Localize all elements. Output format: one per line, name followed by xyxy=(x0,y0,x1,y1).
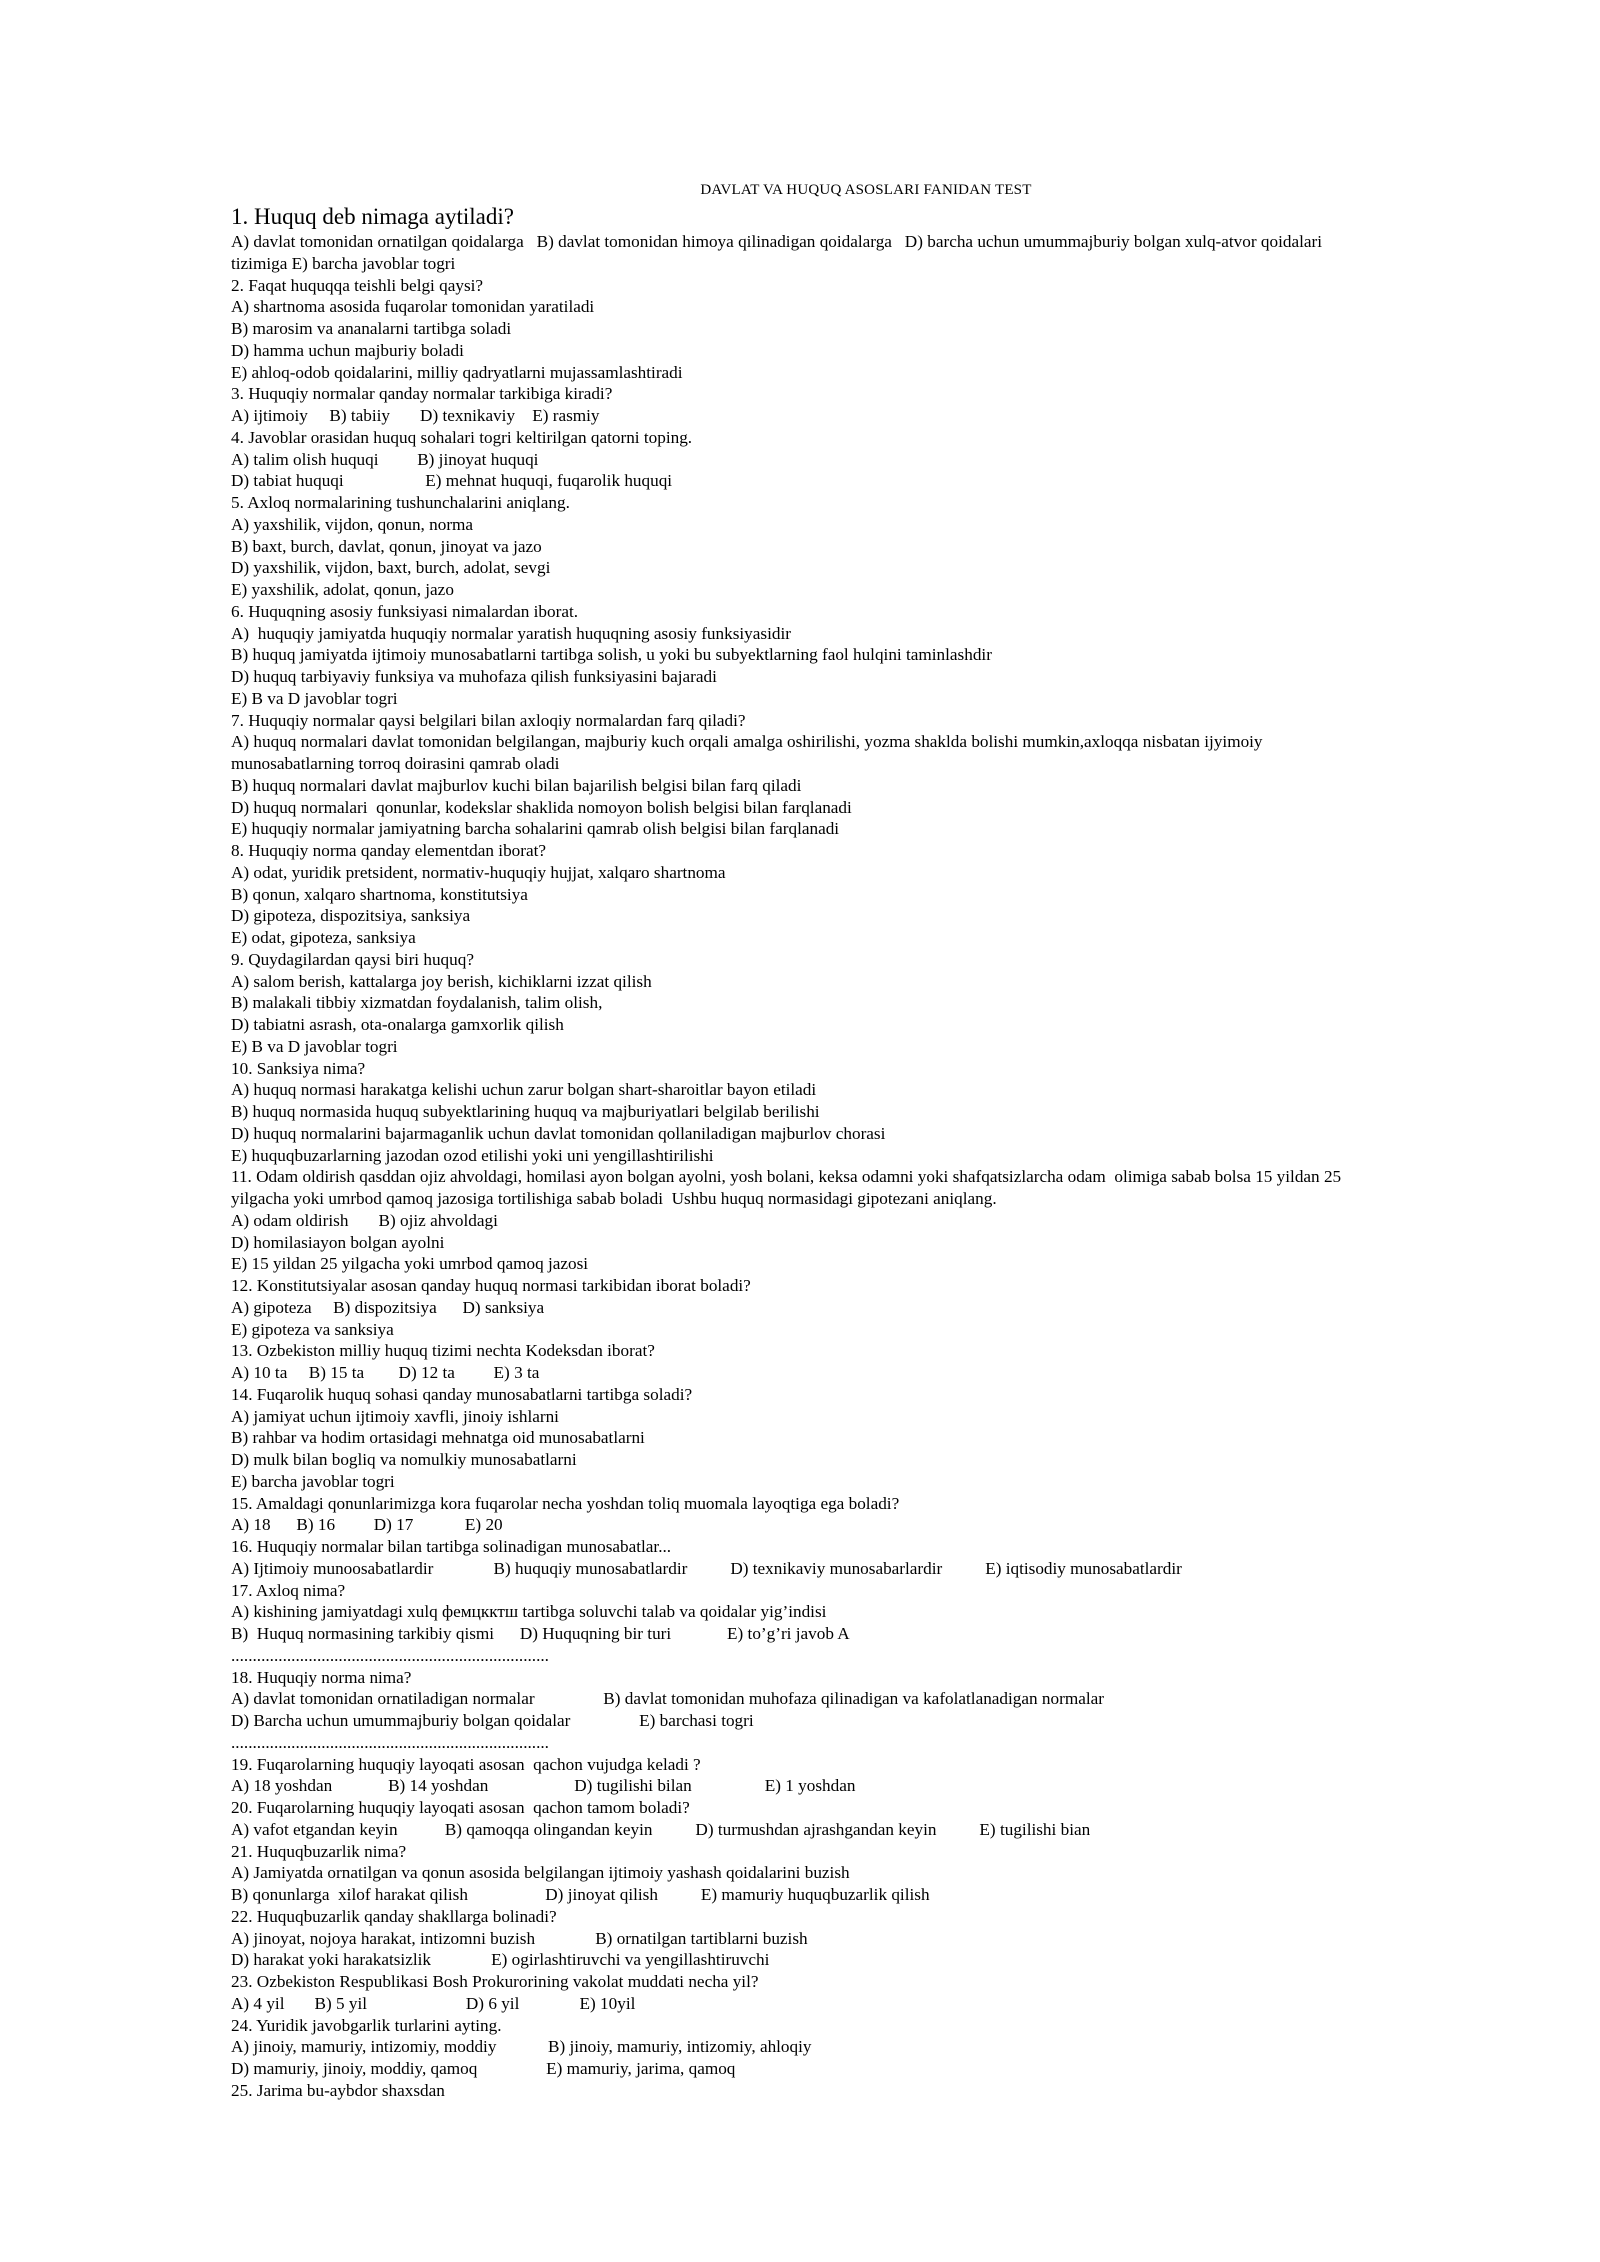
question-line: 2. Faqat huquqqa teishli belgi qaysi? xyxy=(231,275,484,295)
answer-line: A) davlat tomonidan ornatiladigan normalar B) davlat tomonidan muhofaza qilinadigan va kafolatlanadigan normalar xyxy=(231,1689,1104,1709)
document-title: DAVLAT VA HUQUQ ASOSLARI FANIDAN TEST xyxy=(700,182,1032,198)
answer-line: B) huquq normasida huquq subyektlarining huquq va majburiyatlari belgilab berilishi xyxy=(231,1102,820,1121)
answer-line: .......................................................................... xyxy=(231,1732,549,1752)
question-line: 16. Huquqiy normalar bilan tartibga solinadigan munosabatlar... xyxy=(231,1537,672,1556)
answer-line: A) yaxshilik, vijdon, qonun, norma xyxy=(231,514,474,534)
answer-line: E) B va D javoblar togri xyxy=(231,688,398,708)
answer-line: A) odat, yuridik pretsident, normativ-huquqiy hujjat, xalqaro shartnoma xyxy=(231,862,726,882)
answer-line: D) tabiat huquqi E) mehnat huquqi, fuqarolik huquqi xyxy=(231,471,673,491)
answer-line: D) homilasiayon bolgan ayolni xyxy=(231,1232,445,1252)
question-line: 14. Fuqarolik huquq sohasi qanday munosabatlarni tartibga soladi? xyxy=(231,1384,693,1404)
answer-line: E) gipoteza va sanksiya xyxy=(231,1319,394,1339)
answer-line: B) Huquq normasining tarkibiy qismi D) Huquqning bir turi E) to’g’ri javob A xyxy=(231,1624,850,1643)
question-line: 21. Huquqbuzarlik nima? xyxy=(231,1841,407,1861)
answer-line: D) harakat yoki harakatsizlik E) ogirlashtiruvchi va yengillashtiruvchi xyxy=(231,1950,770,1970)
answer-line: B) baxt, burch, davlat, qonun, jinoyat va jazo xyxy=(231,536,542,556)
answer-line: A) 4 yil B) 5 yil D) 6 yil E) 10yil xyxy=(231,1993,636,2013)
answer-line: D) mulk bilan bogliq va nomulkiy munosabatlarni xyxy=(231,1450,577,1469)
answer-line: A) odam oldirish B) ojiz ahvoldagi xyxy=(231,1210,498,1230)
question-line: 4. Javoblar orasidan huquq sohalari togri keltirilgan qatorni toping. xyxy=(231,427,693,447)
answer-line: B) malakali tibbiy xizmatdan foydalanish, talim olish, xyxy=(231,993,603,1013)
answer-line: E) B va D javoblar togri xyxy=(231,1036,398,1056)
answer-line: B) marosim va ananalarni tartibga soladi xyxy=(231,319,512,338)
question-line: 3. Huquqiy normalar qanday normalar tarkibiga kiradi? xyxy=(231,384,613,404)
answer-line: B) qonun, xalqaro shartnoma, konstitutsiya xyxy=(231,884,528,904)
question-line: 5. Axloq normalarining tushunchalarini aniqlang. xyxy=(231,493,570,512)
answer-line: A) vafot etgandan keyin B) qamoqqa olingandan keyin D) turmushdan ajrashgandan keyin E) tugilishi bian xyxy=(231,1819,1091,1839)
question-line: 20. Fuqarolarning huquqiy layoqati asosan qachon tamom boladi? xyxy=(231,1798,690,1817)
question-line: 8. Huquqiy norma qanday elementdan iborat? xyxy=(231,841,547,860)
answer-line: E) yaxshilik, adolat, qonun, jazo xyxy=(231,580,454,599)
answer-line: E) huquqbuzarlarning jazodan ozod etilishi yoki uni yengillashtirilishi xyxy=(231,1145,714,1165)
question-line: 23. Ozbekiston Respublikasi Bosh Prokurorining vakolat muddati necha yil? xyxy=(231,1972,759,1991)
answer-line: E) 15 yildan 25 yilgacha yoki umrbod qamoq jazosi xyxy=(231,1254,589,1274)
answer-line: A) talim olish huquqi B) jinoyat huquqi xyxy=(231,449,539,469)
answer-line: D) hamma uchun majburiy boladi xyxy=(231,340,464,360)
question-line: 9. Quydagilardan qaysi biri huquq? xyxy=(231,949,474,969)
question-line: 6. Huquqning asosiy funksiyasi nimalardan iborat. xyxy=(231,601,579,621)
answer-line: A) huquqiy jamiyatda huquqiy normalar yaratish huquqning asosiy funksiyasidir xyxy=(231,623,791,643)
answer-line: A) gipoteza B) dispozitsiya D) sanksiya xyxy=(231,1297,545,1317)
answer-line: A) shartnoma asosida fuqarolar tomonidan yaratiladi xyxy=(231,297,595,317)
answer-line: A) Jamiyatda ornatilgan va qonun asosida belgilangan ijtimoiy yashash qoidalarini buzish xyxy=(231,1863,850,1883)
answer-line: A) 18 B) 16 D) 17 E) 20 xyxy=(231,1515,503,1535)
question-line: 19. Fuqarolarning huquqiy layoqati asosan qachon vujudga keladi ? xyxy=(231,1754,701,1774)
answer-line: A) 10 ta B) 15 ta D) 12 ta E) 3 ta xyxy=(231,1363,540,1382)
answer-line: E) huquqiy normalar jamiyatning barcha sohalarini qamrab olish belgisi bilan farqlanadi xyxy=(231,819,840,839)
question-line: 24. Yuridik javobgarlik turlarini ayting. xyxy=(231,2015,502,2035)
answer-line: B) huquq normalari davlat majburlov kuchi bilan bajarilish belgisi bilan farq qiladi xyxy=(231,775,802,795)
answer-line: A) ijtimoiy B) tabiiy D) texnikaviy E) rasmiy xyxy=(231,406,600,425)
answer-line: A) jinoyat, nojoya harakat, intizomni buzish B) ornatilgan tartiblarni buzish xyxy=(231,1928,808,1948)
answer-line: D) huquq normalarini bajarmaganlik uchun davlat tomonidan qollaniladigan majburlov chorasi xyxy=(231,1123,886,1143)
question-line: 12. Konstitutsiyalar asosan qanday huquq normasi tarkibidan iborat boladi? xyxy=(231,1276,751,1295)
question-line: 18. Huquqiy norma nima? xyxy=(231,1667,412,1687)
answer-line: A) huquq normalari davlat tomonidan belgilangan, majburiy kuch orqali amalga oshirilishi, yozma shaklda bolishi mumkin,axloqqa nisbatan ijyimoiy xyxy=(231,732,1263,752)
answer-line: B) rahbar va hodim ortasidagi mehnatga oid munosabatlarni xyxy=(231,1428,645,1448)
answer-line: A) jinoiy, mamuriy, intizomiy, moddiy B) jinoiy, mamuriy, intizomiy, ahloqiy xyxy=(231,2037,812,2057)
answer-line: D) tabiatni asrash, ota-onalarga gamxorlik qilish xyxy=(231,1015,564,1034)
answer-line: A) salom berish, kattalarga joy berish, kichiklarni izzat qilish xyxy=(231,971,652,991)
document-body xyxy=(231,204,1471,2102)
answer-line: A) jamiyat uchun ijtimoiy xavfli, jinoiy ishlarni xyxy=(231,1406,559,1426)
answer-line: E) barcha javoblar togri xyxy=(231,1471,395,1491)
answer-line: D) yaxshilik, vijdon, baxt, burch, adolat, sevgi xyxy=(231,558,551,578)
question-line: 15. Amaldagi qonunlarimizga kora fuqarolar necha yoshdan toliq muomala layoqtiga ega boladi? xyxy=(231,1493,900,1513)
answer-line: D) gipoteza, dispozitsiya, sanksiya xyxy=(231,906,471,926)
question-1-heading: 1. Huquq deb nimaga aytiladi? xyxy=(231,204,514,229)
answer-line: B) huquq jamiyatda ijtimoiy munosabatlarni tartibga solish, u yoki bu subyektlarning faol hulqini taminlashdir xyxy=(231,645,992,665)
question-line: 25. Jarima bu-aybdor shaxsdan xyxy=(231,2080,445,2100)
answer-line: tizimiga E) barcha javoblar togri xyxy=(231,253,456,273)
answer-line: A) Ijtimoiy munoosabatlardir B) huquqiy munosabatlardir D) texnikaviy munosabarlardir E) iqtisodiy munosabatlardir xyxy=(231,1558,1182,1578)
answer-line: E) ahloq-odob qoidalarini, milliy qadryatlarni mujassamlashtiradi xyxy=(231,362,683,382)
question-line: 13. Ozbekiston milliy huquq tizimi nechta Kodeksdan iborat? xyxy=(231,1341,655,1361)
answer-line: D) mamuriy, jinoiy, moddiy, qamoq E) mamuriy, jarima, qamoq xyxy=(231,2059,736,2078)
answer-line: D) huquq tarbiyaviy funksiya va muhofaza qilish funksiyasini bajaradi xyxy=(231,667,717,686)
answer-line: .......................................................................... xyxy=(231,1645,549,1665)
answer-line: A) davlat tomonidan ornatilgan qoidalarga B) davlat tomonidan himoya qilinadigan qoidalarga D) barcha uchun umummajburiy bolgan xulq-atvor qoidalari xyxy=(231,232,1322,251)
question-line: 11. Odam oldirish qasddan ojiz ahvoldagi, homilasi ayon bolgan ayolni, yosh bolani, keksa odamni yoki shafqatsizlarcha odam olimiga sabab bolsa 15 yildan 25 xyxy=(231,1167,1342,1187)
question-line: 17. Axloq nima? xyxy=(231,1580,346,1600)
answer-line: D) Barcha uchun umummajburiy bolgan qoidalar E) barchasi togri xyxy=(231,1711,754,1730)
answer-line: D) huquq normalari qonunlar, kodekslar shaklida nomoyon bolish belgisi bilan farqlanadi xyxy=(231,797,852,817)
answer-line: yilgacha yoki umrbod qamoq jazosiga tortilishiga sabab boladi Ushbu huquq normasidagi gipotezani aniqlang. xyxy=(231,1189,997,1208)
question-line: 22. Huquqbuzarlik qanday shakllarga bolinadi? xyxy=(231,1906,557,1926)
answer-line: munosabatlarning torroq doirasini qamrab oladi xyxy=(231,754,560,773)
answer-line: A) 18 yoshdan B) 14 yoshdan D) tugilishi bilan E) 1 yoshdan xyxy=(231,1776,856,1796)
question-line: 10. Sanksiya nima? xyxy=(231,1058,366,1078)
answer-line: A) huquq normasi harakatga kelishi uchun zarur bolgan shart-sharoitlar bayon etiladi xyxy=(231,1080,817,1100)
answer-line: B) qonunlarga xilof harakat qilish D) jinoyat qilish E) mamuriy huquqbuzarlik qilish xyxy=(231,1885,930,1904)
answer-line: E) odat, gipoteza, sanksiya xyxy=(231,928,416,947)
answer-line: A) kishining jamiyatdagi xulq фемцкктш tartibga soluvchi talab va qoidalar yig’indisi xyxy=(231,1602,827,1622)
question-line: 7. Huquqiy normalar qaysi belgilari bilan axloqiy normalardan farq qiladi? xyxy=(231,710,746,730)
